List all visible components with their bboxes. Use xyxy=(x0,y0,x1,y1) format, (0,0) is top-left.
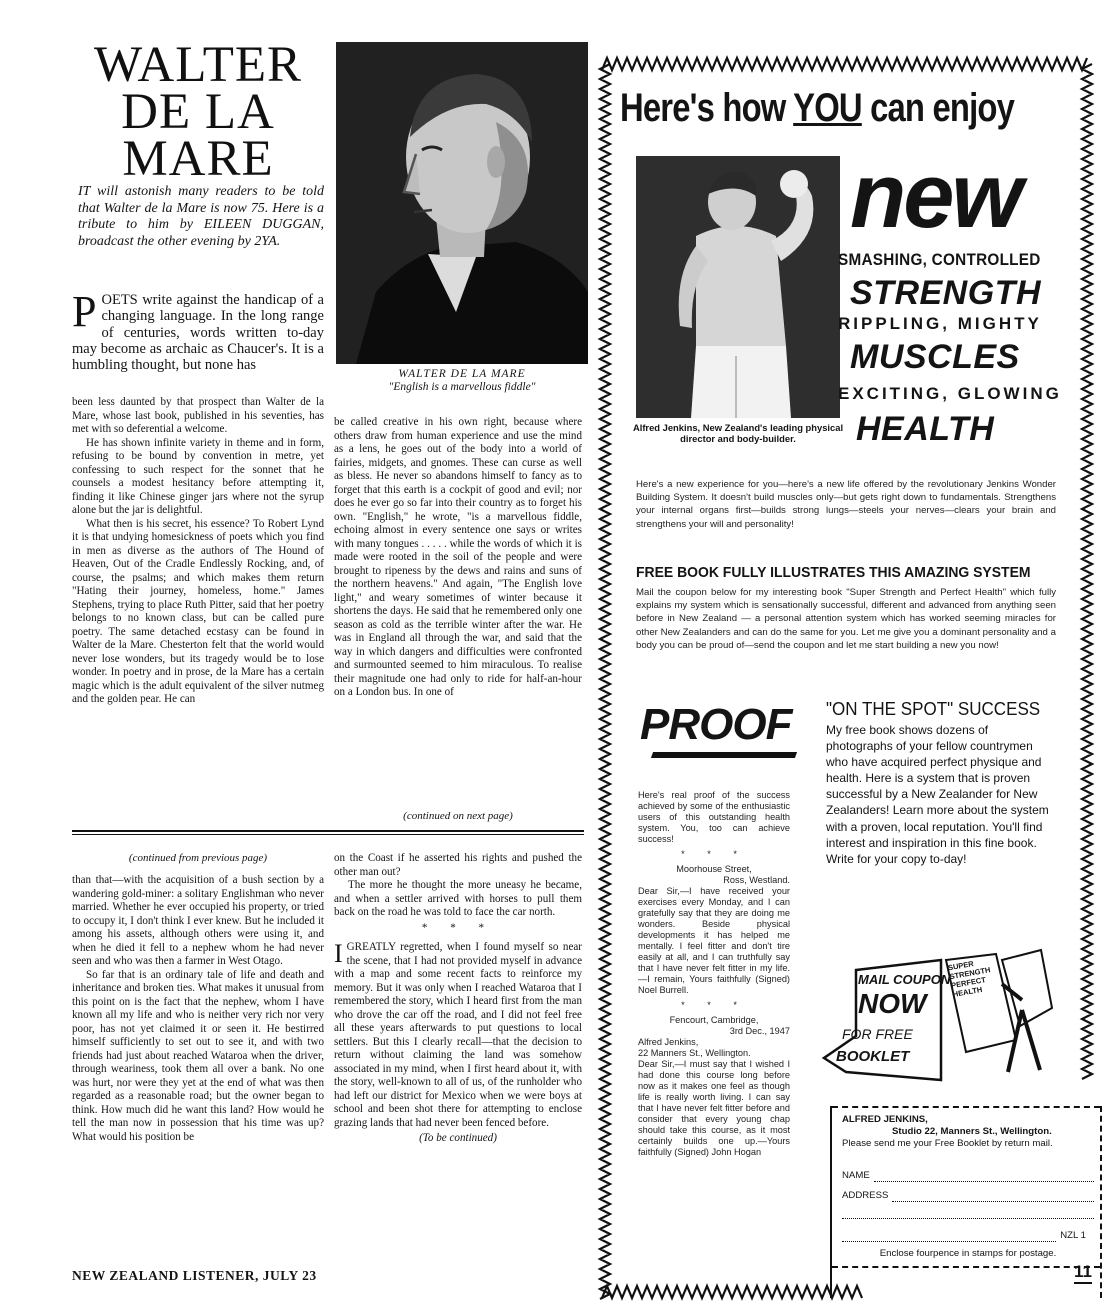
col2-paragraph-1: be called creative in his own right, because where others draw from human experience and use the mind as a lens, he goes out of the body into a world of fairies, midgets, and gnomes. These can curse as well as bless. He never so abandons himself to fancy as to forget that this earth is a cockpit of good and evil; nor does he ever go so far into their country as to forget his own. "English," he wrote, "is a marvellous fiddle, echoing almost in every sentence one says or writes with many tongues . . . . . while the words of which it is made were rooted in the soil of the people and were brought to ripeness by the dews and rains and suns of the northern heavens." And again, "The English love light," and weary sometimes of winter because it shortens the days. He said that he remembered only one season as cold as the terrible winter after the war. He was in England all through the war, and said that the way in which dangers and difficulties were confronted and surmounted seemed to him miraculous. To realise their magnitude one had only to ride for half-an-hour on a London bus. In one of xyxy=(334,416,582,698)
mail-line-2: NOW xyxy=(858,988,927,1019)
proof-column xyxy=(638,790,790,1158)
low2-paragraph-1: on the Coast if he asserted his rights and pushed the other man out? xyxy=(334,852,582,878)
proof-stars-1: * * * xyxy=(681,849,747,859)
portrait-caption xyxy=(336,368,588,394)
letter2-to-2: 22 Manners St., Wellington. xyxy=(638,1048,751,1058)
mail-line-1: MAIL COUPON xyxy=(858,972,951,987)
article-lead xyxy=(72,287,324,374)
caption-name: WALTER DE LA MARE xyxy=(398,368,526,380)
coupon-address-block xyxy=(842,1114,1094,1150)
mail-line-4: BOOKLET xyxy=(836,1048,910,1065)
coupon-address-label: ADDRESS xyxy=(842,1190,889,1201)
tagline-health: HEALTH xyxy=(856,410,995,448)
letter2-addr-2: 3rd Dec., 1947 xyxy=(729,1026,790,1036)
article-column-1 xyxy=(72,396,324,707)
col1-paragraph-2: He has shown infinite variety in theme and in form, refusing to be bound by convention in metre, yet confessing to such respect for the sonnet that he counsels a modest hesitancy before attempting it, finding it like Chinese ginger jars where not the syrup alone but the jar is delightful. xyxy=(72,436,324,516)
ad-body-2: Mail the coupon below for my interesting book "Super Strength and Perfect Health" which fully explains my system which is sensationally successful, different and advanced from anything seen before in New Zealand — a personal attention system which has worked seeming miracles for other New Zealanders and can do the same for you. Let me give you a dominant personality and a body you can be proud of—send the coupon and let me start building a new you now! xyxy=(636,587,1056,651)
letter2-body: Dear Sir,—I must say that I wished I had done this course long before now as it makes one feel as though life is really worth living. I can say that I have never felt fitter before and consider that every young chap should take this course, as it most certainly builds one up.—Yours faithfully (Signed) John Hogan xyxy=(638,1059,790,1157)
coupon-address-line-2[interactable] xyxy=(842,1218,1094,1219)
portrait-photo xyxy=(336,42,588,364)
coupon-address-field[interactable] xyxy=(892,1190,1094,1202)
coupon-name: ALFRED JENKINS, xyxy=(842,1114,928,1125)
section-rule xyxy=(72,830,584,832)
continued-prev: (continued from previous page) xyxy=(128,852,268,864)
lower-column-2 xyxy=(334,852,582,1146)
coupon-top-edge xyxy=(832,1106,1100,1108)
coupon-footer: Enclose fourpence in stamps for postage. xyxy=(879,1248,1057,1259)
photo-caption: Alfred Jenkins, New Zealand's leading physical director and body-builder. xyxy=(632,422,844,444)
portrait-illustration xyxy=(336,42,588,364)
lower-column-1 xyxy=(72,874,324,1144)
coupon-name-label: NAME xyxy=(842,1170,870,1181)
tagline-2: RIPPLING, MIGHTY xyxy=(838,314,1042,333)
col1-cont: been less daunted by that prospect than Walter de la Mare, whose last book, published in his seventies, has met with so deferential a welcome. xyxy=(72,396,324,435)
title-line-3: MARE xyxy=(122,131,274,187)
bodybuilder-photo xyxy=(636,156,840,418)
ad-body-1: Here's a new experience for you—here's a new life offered by the revolutionary Jenkins Wonder Building System. It doesn't build muscles only—but gets right down to fundamentals. Strengthens your internal organs first—builds strong lungs—steels your nerves—clears your brain and strengthens your will and personality! xyxy=(636,479,1056,530)
arrow-shape xyxy=(816,940,1066,1100)
coupon-code: NZL 1 xyxy=(1060,1230,1086,1241)
caption-quote: "English is a marvellous fiddle" xyxy=(388,381,536,393)
coupon-bottom-edge xyxy=(832,1266,1100,1268)
coupon-request: Please send me your Free Booklet by return mail. xyxy=(842,1138,1053,1149)
mail-coupon-arrow xyxy=(816,940,1066,1100)
dropcap-i: I xyxy=(334,939,343,968)
mail-line-3: FOR FREE xyxy=(842,1026,913,1042)
letter1-addr-2: Ross, Westland. xyxy=(723,875,790,885)
dropcap-p: P xyxy=(72,287,97,336)
headline-you: YOU xyxy=(793,86,862,130)
low2-paragraph-2: The more he thought the more uneasy he became, and when a settler arrived with horses to pull them back on the road he was told to face the car north. xyxy=(334,879,582,918)
low1-paragraph-2: So far that is an ordinary tale of life and death and inheritance and broken ties. What makes it unusual from this point on is the fact that the nephew, whom I have known all my life and who is neither very rich nor very poor, has not yet claimed it or seen it. He bestirred himself sufficiently to set out to see it, and with two friends had just about reached Wataroa when the driver, through weariness, took them all over a bank. No one was hurt, nor were they yet at the end of what was then regarded as a reasonable road; but the owner began to think. How much did he want this land? How would he tell the man now in possession that his time was up? What would his position be xyxy=(72,968,324,1143)
coupon-name-field[interactable] xyxy=(874,1170,1094,1182)
article-column-2 xyxy=(334,416,582,700)
lead-text: OETS write against the handicap of a changing language. In the long range of centuries, words written to-day may become as archaic as Chaucer's. It is a humbling thought, but none has xyxy=(72,292,324,374)
free-book-heading: FREE BOOK FULLY ILLUSTRATES THIS AMAZING SYSTEM xyxy=(636,564,1031,581)
proof-stars-2: * * * xyxy=(681,1000,747,1010)
ad-headline xyxy=(620,84,1015,132)
tagline-muscles: MUSCLES xyxy=(850,338,1020,376)
coupon-addr: Studio 22, Manners St., Wellington. xyxy=(892,1126,1052,1137)
spot-heading: "ON THE SPOT" SUCCESS xyxy=(826,698,1041,719)
title-line-1: WALTER xyxy=(93,37,303,93)
article-title xyxy=(72,37,324,187)
book-cover-title: SUPER STRENGTH PERFECT HEALTH xyxy=(947,958,992,999)
title-line-2: DE LA xyxy=(121,84,275,140)
proof-underline xyxy=(651,752,797,758)
big-new-word: new xyxy=(850,145,1020,247)
low2-paragraph-3-text: GREATLY regretted, when I found myself so near the scene, that I had not provided myself in advance with a map and some recent facts to reinforce my memory. But it was only when I reached Wataroa that I remembered the story, which I heard first from the man who drove the car off the road, and I did not feel free all these years afterwards to put questions to local settlers. But this I clearly recall—that the decision to return without claiming the land was somehow associated in my mind, when I first heard about it, with the story, well-known to all of us, of the runholder who had left our district for Mexico when we were boys at school and been shot there for attempting to enclose grazing lands that had never been fenced before. xyxy=(334,941,582,1129)
coupon[interactable] xyxy=(830,1106,1102,1298)
tagline-1: SMASHING, CONTROLLED xyxy=(838,250,1041,269)
bodybuilder-illustration xyxy=(636,156,840,418)
letter2-to-1: Alfred Jenkins, xyxy=(638,1037,699,1047)
coupon-address-line-3[interactable] xyxy=(842,1230,1056,1242)
letter1-addr-1: Moorhouse Street, xyxy=(676,864,752,874)
publication-footer: NEW ZEALAND LISTENER, JULY 23 xyxy=(72,1268,317,1283)
low1-paragraph-1: than that—with the acquisition of a bush section by a wandering gold-miner: a solitary Englishman who never married. Whether he ever occupied his property, or tried to occupy it, I don't think I ever knew. But he included it among his assets, although others were using it, and when he died it fell to a nephew whom he had never seen and who was then a farmer in West Otago. xyxy=(72,874,324,967)
letter1-body: Dear Sir,—I have received your exercises every Monday, and I can gratefully say that they are doing me wonders. Beside physical developments it has helped me mentally. I feel fitter and don't tire easily at all, and I can truthfully say that I have never felt fitter in my life. —I remain, Yours faithfully (Signed) Noel Burrell. xyxy=(638,886,790,995)
tagline-3: EXCITING, GLOWING xyxy=(838,384,1062,403)
section-rule-thin xyxy=(72,834,584,835)
proof-word: PROOF xyxy=(640,700,792,749)
col1-paragraph-3: What then is his secret, his essence? To Robert Lynd it is that undying homesickness of poets which you find in men as diverse as the authors of The Hound of Heaven, Out of the Cradle Endlessly Rocking, and, of course, the psalms; and which makes them return "Hating their journey, homeless, home." James Stephens, trying to place Ruth Pitter, said that her poetry belongs to no known class, but can be called pure poetry. The same detached ecstasy can be found in Walter de la Mare. Chesterton felt that the world would never lose wonders, but its tragedy would be to lose wonder. In poetry and in prose, de la Mare has a certain magic which is the adult equivalent of the silver nutmeg and the golden pear. He can xyxy=(72,517,324,705)
article-intro: IT will astonish many readers to be told that Walter de la Mare is now 75. Here is a tribute to him by EILEEN DUGGAN, broadcast the other evening by 2YA. xyxy=(78,184,324,249)
spot-body: My free book shows dozens of photographs of your fellow countrymen who have acquired perfect physique and health. Here is a system that is proven successful by a New Zealander for New Zealanders! Learn more about the system with a proven, local reputation. You'll find interest and inspiration in this fine book. Write for your copy to-day! xyxy=(826,723,1049,866)
coupon-name-row[interactable] xyxy=(842,1170,1094,1182)
section-stars: * * * xyxy=(421,921,495,934)
page-number: 11 xyxy=(1074,1262,1092,1284)
coupon-address-row[interactable] xyxy=(842,1190,1094,1202)
tagline-strength: STRENGTH xyxy=(850,274,1041,312)
low2-paragraph-3 xyxy=(334,941,582,1130)
to-be-continued: (To be continued) xyxy=(419,1132,497,1144)
continued-next: (continued on next page) xyxy=(403,810,513,822)
letter2-addr-1: Fencourt, Cambridge, xyxy=(669,1015,759,1025)
coupon-code-row[interactable] xyxy=(842,1230,1086,1242)
headline-post: can enjoy xyxy=(861,86,1015,130)
proof-intro: Here's real proof of the success achieved by some of the enthusiastic users of this outstanding health system. You, too can achieve success! xyxy=(638,790,790,844)
headline-pre: Here's how xyxy=(620,86,794,130)
